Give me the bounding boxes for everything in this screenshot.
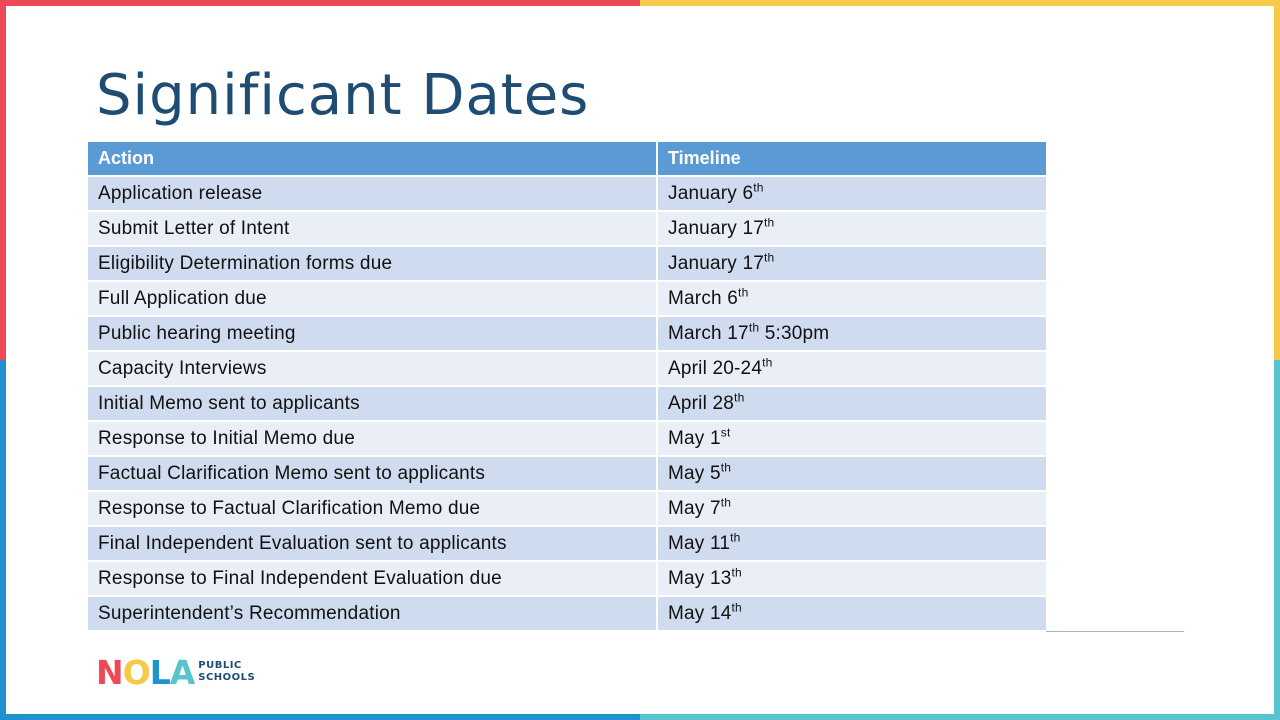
date-ordinal-suffix: th (762, 355, 773, 370)
logo-letter: L (149, 652, 170, 692)
cell-timeline (657, 316, 1046, 351)
logo-wordmark (96, 652, 195, 692)
timeline-date: January 6 (668, 182, 754, 204)
cell-action: Final Independent Evaluation sent to applicants (88, 526, 657, 561)
date-ordinal-suffix: th (720, 495, 732, 510)
date-ordinal-suffix: st (720, 425, 731, 440)
logo-letter: A (169, 652, 195, 692)
cell-timeline (657, 281, 1046, 316)
table-row (88, 526, 1046, 561)
frame-bar-bottom-left (0, 714, 640, 720)
cell-timeline (657, 561, 1046, 596)
timeline-date: January 17 (668, 252, 765, 274)
frame-bar-bottom-right (640, 714, 1280, 720)
timeline-date: March 6 (668, 287, 739, 309)
frame-bar-right-top (1274, 0, 1280, 360)
table-row (88, 246, 1046, 281)
table-header-row (88, 142, 1046, 176)
cell-timeline (657, 491, 1046, 526)
cell-action: Full Application due (88, 281, 657, 316)
cell-timeline (657, 246, 1046, 281)
cell-action: Initial Memo sent to applicants (88, 386, 657, 421)
date-ordinal-suffix: th (753, 180, 764, 195)
date-ordinal-suffix: th (730, 530, 741, 545)
timeline-date: March 17 (668, 322, 749, 344)
table-row (88, 421, 1046, 456)
timeline-date: May 14 (668, 602, 732, 624)
logo-subtext (198, 660, 255, 684)
cell-timeline (657, 596, 1046, 631)
column-header-timeline: Timeline (657, 142, 1046, 176)
cell-action: Response to Final Independent Evaluation due (88, 561, 657, 596)
cell-action: Response to Factual Clarification Memo due (88, 491, 657, 526)
logo-letter: O (122, 652, 150, 692)
frame-bar-top-right (640, 0, 1280, 6)
table-row (88, 491, 1046, 526)
timeline-date: May 13 (668, 567, 732, 589)
timeline-date: April 28 (668, 392, 735, 414)
frame-bar-top-left (0, 0, 640, 6)
cell-timeline (657, 211, 1046, 246)
date-ordinal-suffix: th (720, 460, 732, 475)
logo-line-2: SCHOOLS (198, 672, 256, 683)
nola-public-schools-logo (96, 652, 256, 692)
timeline-date: April 20-24 (668, 357, 763, 379)
frame-bar-right-bottom (1274, 360, 1280, 720)
date-ordinal-suffix: th (748, 320, 760, 335)
table-row (88, 211, 1046, 246)
timeline-date: May 11 (668, 532, 731, 554)
cell-action: Superintendent’s Recommendation (88, 596, 657, 631)
cell-action: Capacity Interviews (88, 351, 657, 386)
frame-bar-left-bottom (0, 360, 6, 720)
slide-title: Significant Dates (96, 63, 590, 128)
table-row (88, 596, 1046, 631)
date-ordinal-suffix: th (731, 565, 742, 580)
table-row (88, 561, 1046, 596)
logo-letter: N (96, 652, 123, 692)
dates-table (88, 142, 1046, 632)
timeline-date: May 7 (668, 497, 721, 519)
divider-line (1046, 631, 1184, 632)
date-ordinal-suffix: th (764, 215, 775, 230)
cell-action: Eligibility Determination forms due (88, 246, 657, 281)
cell-action: Factual Clarification Memo sent to applicants (88, 456, 657, 491)
table-row (88, 351, 1046, 386)
timeline-date: January 17 (668, 217, 765, 239)
cell-timeline (657, 456, 1046, 491)
date-ordinal-suffix: th (731, 600, 742, 615)
timeline-date: May 1 (668, 427, 721, 449)
logo-line-1: PUBLIC (198, 660, 242, 671)
table-row (88, 176, 1046, 211)
date-ordinal-suffix: th (734, 390, 745, 405)
table-row (88, 281, 1046, 316)
date-ordinal-suffix: th (764, 250, 775, 265)
cell-action: Public hearing meeting (88, 316, 657, 351)
cell-action: Submit Letter of Intent (88, 211, 657, 246)
timeline-time: 5:30pm (759, 322, 830, 344)
date-ordinal-suffix: th (738, 285, 749, 300)
table-body (88, 176, 1046, 631)
table-row (88, 456, 1046, 491)
cell-timeline (657, 176, 1046, 211)
frame-bar-left-top (0, 0, 6, 360)
cell-action: Response to Initial Memo due (88, 421, 657, 456)
cell-timeline (657, 421, 1046, 456)
table-row (88, 386, 1046, 421)
table-row (88, 316, 1046, 351)
cell-action: Application release (88, 176, 657, 211)
column-header-action: Action (88, 142, 657, 176)
cell-timeline (657, 526, 1046, 561)
cell-timeline (657, 386, 1046, 421)
timeline-date: May 5 (668, 462, 721, 484)
cell-timeline (657, 351, 1046, 386)
